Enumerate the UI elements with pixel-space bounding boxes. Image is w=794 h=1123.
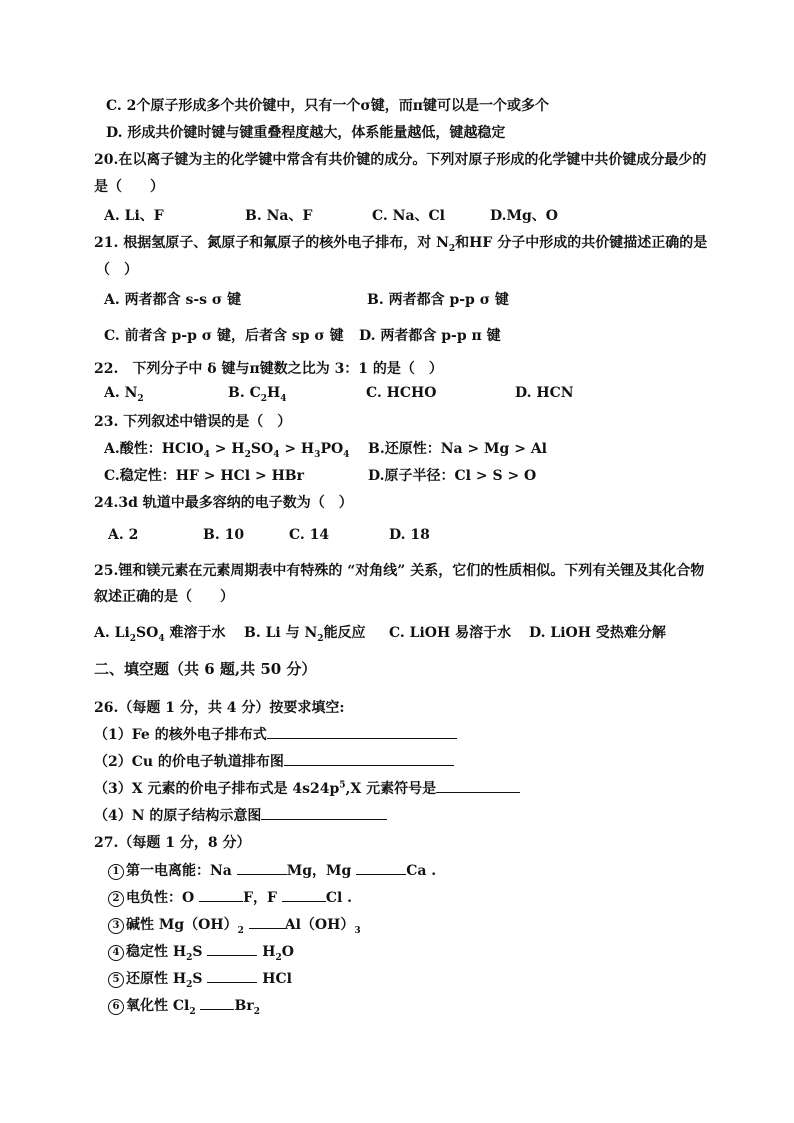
q24-stem: 24.3d 轨道中最多容纳的电子数为（ ） [94, 495, 353, 511]
q27-blank-5[interactable] [207, 968, 257, 983]
q27-blank-3[interactable] [249, 914, 285, 929]
q27-blank-2a[interactable] [199, 887, 243, 902]
q26-item-2: （2）Cu 的价电子轨道排布图 [94, 751, 454, 771]
q22-option-d: D. HCN [515, 385, 574, 401]
q25-stem-line2: 叙述正确的是（ ） [94, 589, 234, 605]
q27-blank-4[interactable] [207, 941, 257, 956]
q20-stem-line1: 20.在以离子键为主的化学键中常含有共价键的成分。下列对原子形成的化学键中共价键成分最少的 [94, 152, 707, 168]
q27-blank-1a[interactable] [237, 860, 287, 875]
q20-option-c: C. Na、Cl [372, 208, 445, 224]
q25-option-c: C. LiOH 易溶于水 [389, 625, 512, 641]
q21-stem-line2: （ ） [96, 262, 138, 278]
q23-option-b: B.还原性：Na > Mg > Al [368, 441, 547, 457]
q21-option-b: B. 两者都含 p-p σ 键 [367, 292, 509, 308]
q23-stem: 23. 下列叙述中错误的是（ ） [94, 414, 292, 430]
q23-option-a: A.酸性：HClO$_4$ > $H_2SO_4 > H_3PO_4$ [104, 441, 350, 460]
q26-blank-3[interactable] [436, 778, 520, 793]
q21-option-d: D. 两者都含 p-p π 键 [359, 328, 501, 344]
q27-blank-2b[interactable] [282, 887, 326, 902]
q24-option-b: B. 10 [203, 527, 245, 543]
q26-item-1: （1）Fe 的核外电子排布式 [94, 724, 457, 744]
q22-option-b: B. $C_2H_4$ [228, 385, 287, 404]
q27-item-5: 5 还原性 $H_2S$ HCl [108, 968, 292, 990]
q22-option-a: A. $N_2$ [104, 385, 144, 404]
q27-item-3: 3 碱性 $Mg(OH)_2$ $Al(OH)_3$ [108, 914, 361, 936]
q24-option-a: A. 2 [108, 527, 139, 543]
q25-option-b: B. Li 与 $N_2$能反应 [244, 625, 366, 644]
q19-option-d: D. 形成共价键时键与键重叠程度越大，体系能量越低，键越稳定 [106, 125, 506, 141]
q26-stem: 26.（每题 1 分，共 4 分）按要求填空: [94, 700, 345, 716]
q26-item-3: （3）X 元素的价电子排布式是 $4s24p^5,X$ 元素符号是 [94, 778, 520, 798]
q26-blank-2[interactable] [284, 751, 454, 766]
q25-stem-line1: 25.锂和镁元素在元素周期表中有特殊的 “对角线” 关系，它们的性质相似。下列有关锂及其化合物 [94, 563, 705, 579]
section-heading: 二、填空题（共 6 题,共 50 分） [94, 660, 317, 678]
q20-option-a: A. Li、F [104, 208, 164, 224]
q19-option-c: C. 2个原子形成多个共价键中，只有一个σ键，而π键可以是一个或多个 [106, 98, 549, 114]
q20-stem-line2: 是（ ） [94, 179, 164, 195]
q25-option-d: D. LiOH 受热难分解 [529, 625, 666, 641]
q20-option-d: D.Mg、O [490, 208, 558, 224]
q23-option-c: C.稳定性：HF > HCl > HBr [104, 468, 305, 484]
q26-item-4: （4）N 的原子结构示意图 [94, 805, 387, 825]
q27-item-1: 1 第一电离能：Na Mg，Mg Ca . [108, 860, 436, 880]
q27-item-4: 4 稳定性 $H_2S$ $H_2O$ [108, 941, 294, 963]
q21-option-c: C. 前者含 p-p σ 键，后者含 sp σ 键 [104, 328, 344, 344]
q26-blank-1[interactable] [267, 724, 457, 739]
q27-item-2: 2 电负性：O F，F Cl . [108, 887, 352, 907]
q20-option-b: B. Na、F [245, 208, 313, 224]
q27-item-6: 6 氧化性 $Cl_2$ $Br_2$ [108, 995, 260, 1017]
q25-option-a: A. $Li_2SO_4$ 难溶于水 [94, 625, 226, 644]
q21-stem-line1: 21. 根据氢原子、氮原子和氟原子的核外电子排布，对 $N_2$和HF 分子中形成的共价键描述正确的是 [94, 235, 708, 254]
q24-option-d: D. 18 [389, 527, 430, 543]
q23-option-d: D.原子半径：Cl > S > O [368, 468, 537, 484]
q22-option-c: C. HCHO [366, 385, 437, 401]
q27-blank-6[interactable] [200, 995, 234, 1010]
q22-stem: 22. 下列分子中 δ 键与π键数之比为 3：1 的是（ ） [94, 361, 443, 377]
q26-blank-4[interactable] [261, 805, 387, 820]
q24-option-c: C. 14 [289, 527, 330, 543]
q27-stem: 27.（每题 1 分，8 分） [94, 835, 251, 851]
q21-option-a: A. 两者都含 s-s σ 键 [104, 292, 242, 308]
q27-blank-1b[interactable] [356, 860, 406, 875]
